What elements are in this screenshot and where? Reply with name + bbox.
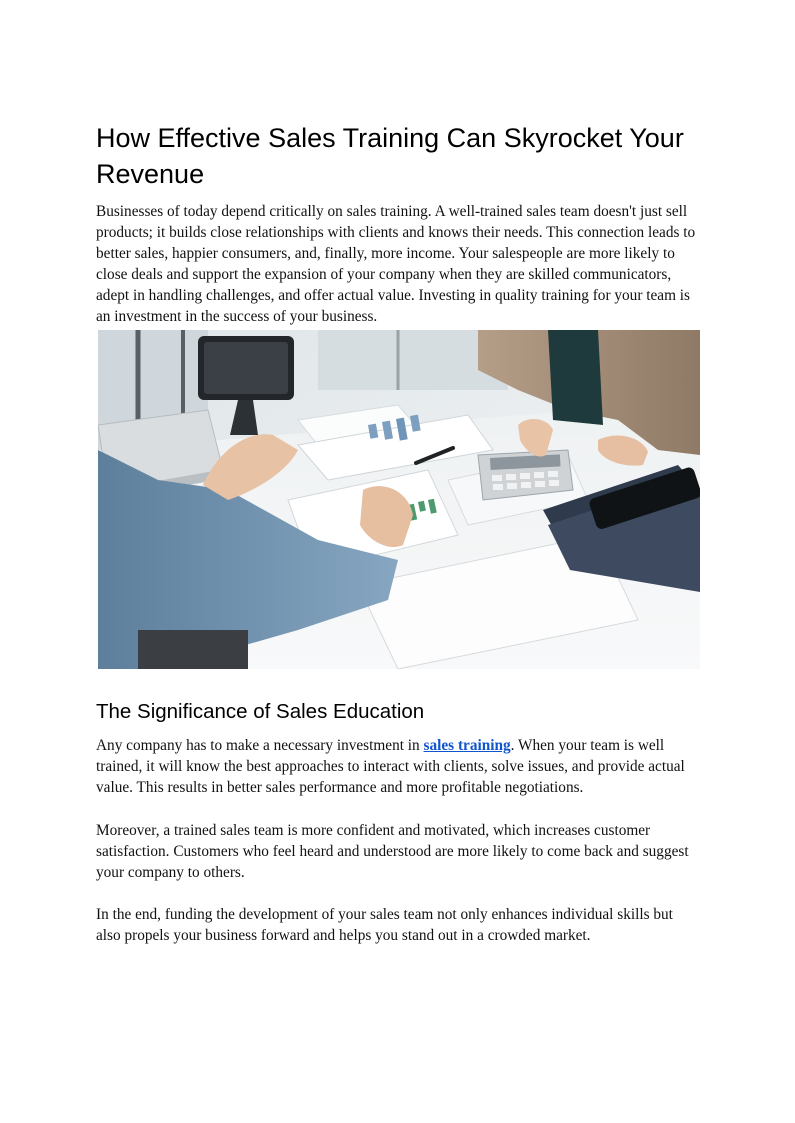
- section-paragraph-3: In the end, funding the development of your sales team not only enhances individual skills but also propels your business forward and helps you stand out in a crowded market.: [96, 906, 673, 945]
- article-title: How Effective Sales Training Can Skyrocket Your Revenue: [96, 123, 684, 189]
- sales-training-link[interactable]: sales training: [423, 737, 511, 754]
- sales-meeting-photo: [98, 330, 700, 669]
- paragraph-text: Any company has to make a necessary investment in: [96, 737, 424, 754]
- intro-paragraph: Businesses of today depend critically on sales training. A well-trained sales team doesn't just sell products; it builds close relationships with clients and knows their needs. This connection leads to better sales, happier consumers, and, finally, more income. Your salespeople are more likely to close deals and support the expansion of your company when they are skilled communicators, adept in handling challenges, and offer actual value. Investing in quality training for your team is an investment in the success of your business.: [96, 203, 696, 326]
- paragraph-text: . When your team is well trained, it will know the best approaches to interact with clients, solve issues, and provide actual value. This results in better sales performance and more profitable negotiations.: [96, 737, 685, 797]
- section-paragraph-1: [96, 735, 701, 798]
- section-heading: The Significance of Sales Education: [96, 700, 425, 723]
- section-paragraph-2: Moreover, a trained sales team is more confident and motivated, which increases customer satisfaction. Customers who feel heard and understood are more likely to come back and suggest your company to others.: [96, 822, 689, 882]
